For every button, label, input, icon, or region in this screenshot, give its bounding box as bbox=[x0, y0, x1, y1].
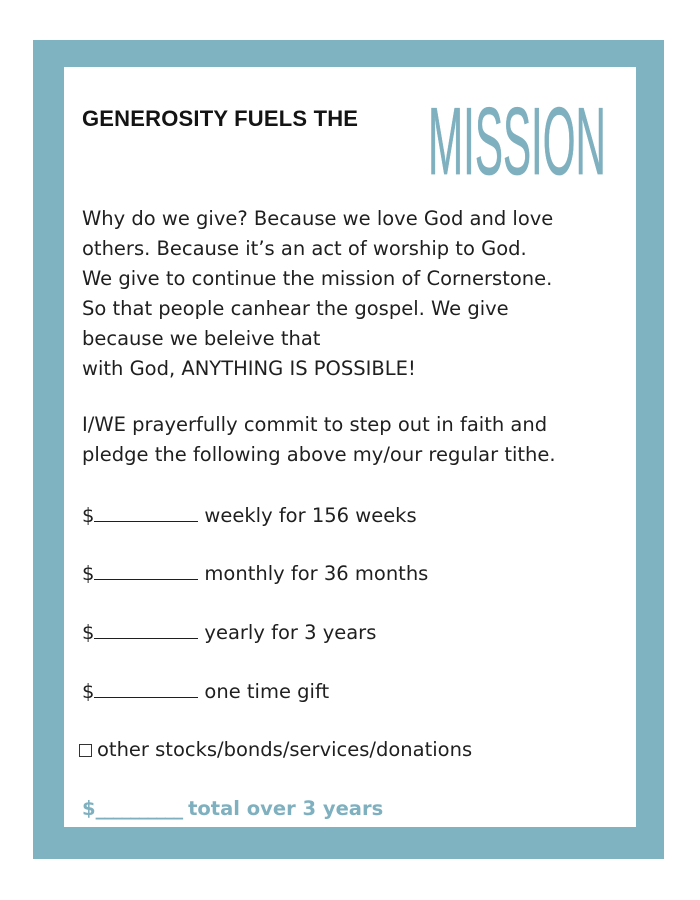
one-time-amount-field[interactable] bbox=[94, 679, 198, 698]
card-heading: GENEROSITY FUELS THE bbox=[82, 106, 359, 131]
commitment-line: pledge the following above my/our regular tithe. bbox=[82, 443, 556, 466]
intro-line: Why do we give? Because we love God and love bbox=[82, 207, 554, 230]
other-donations-label: other stocks/bonds/services/donations bbox=[97, 738, 473, 761]
pledge-one-time-row bbox=[82, 678, 329, 706]
total-label: total over 3 years bbox=[188, 797, 384, 820]
intro-line: We give to continue the mission of Cornerstone. bbox=[82, 267, 553, 290]
pledge-monthly-label: monthly for 36 months bbox=[204, 562, 429, 585]
commitment-line: I/WE prayerfully commit to step out in faith and bbox=[82, 413, 548, 436]
other-donations-checkbox[interactable] bbox=[79, 744, 92, 757]
currency-symbol: $ bbox=[82, 621, 95, 644]
mission-word: MISSION bbox=[428, 88, 606, 194]
mission-hand-lettering bbox=[424, 84, 610, 194]
monthly-amount-field[interactable] bbox=[94, 561, 198, 580]
intro-line: with God, ANYTHING IS POSSIBLE! bbox=[82, 357, 416, 380]
pledge-other-row bbox=[79, 736, 472, 764]
pledge-monthly-row bbox=[82, 560, 428, 588]
total-currency-symbol: $ bbox=[82, 797, 96, 820]
commitment-paragraph bbox=[82, 410, 622, 470]
currency-symbol: $ bbox=[82, 680, 95, 703]
pledge-yearly-label: yearly for 3 years bbox=[204, 621, 377, 644]
intro-line: So that people canhear the gospel. We give bbox=[82, 297, 509, 320]
pledge-weekly-row bbox=[82, 502, 417, 530]
pledge-weekly-label: weekly for 156 weeks bbox=[204, 504, 417, 527]
pledge-one-time-label: one time gift bbox=[204, 680, 330, 703]
pledge-yearly-row bbox=[82, 619, 376, 647]
weekly-amount-field[interactable] bbox=[94, 503, 198, 522]
intro-paragraph bbox=[82, 204, 622, 384]
intro-line: others. Because it’s an act of worship to God. bbox=[82, 237, 527, 260]
pledge-total-row bbox=[82, 795, 383, 823]
currency-symbol: $ bbox=[82, 504, 95, 527]
yearly-amount-field[interactable] bbox=[94, 620, 198, 639]
currency-symbol: $ bbox=[82, 562, 95, 585]
intro-line: because we beleive that bbox=[82, 327, 321, 350]
total-amount-field[interactable]: __________ bbox=[95, 797, 183, 820]
